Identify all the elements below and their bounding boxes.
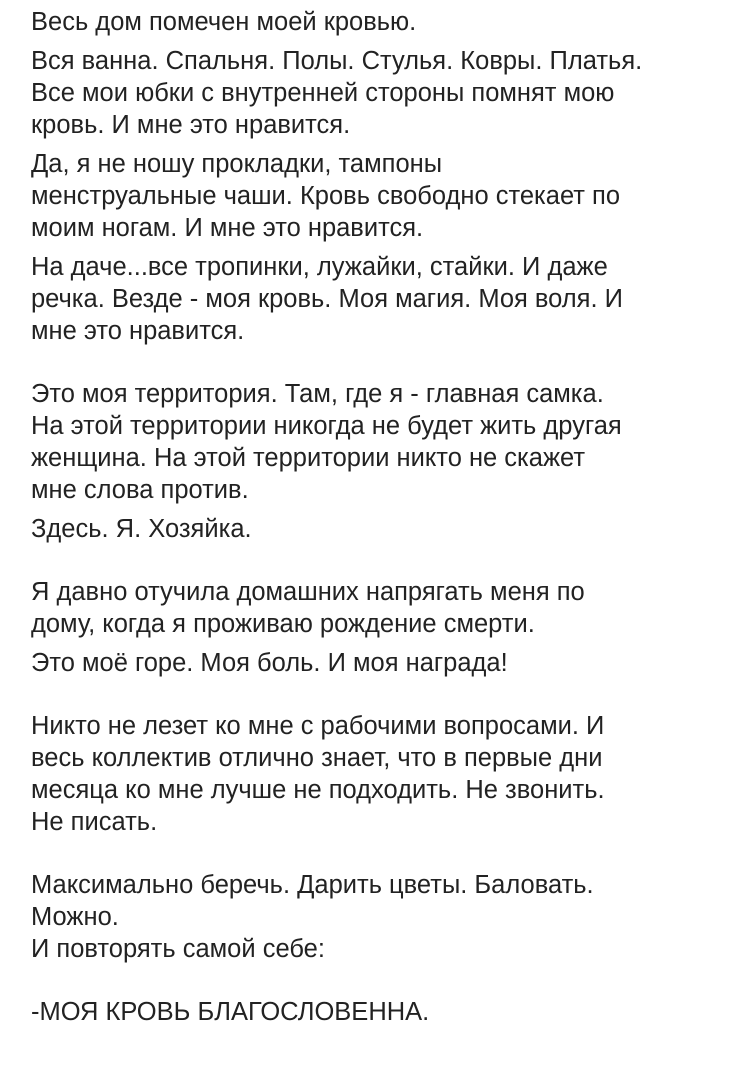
paragraph-gap: [31, 141, 731, 148]
post-paragraph: Вся ванна. Спальня. Полы. Стулья. Ковры. Платья. Все мои юбки с внутренней стороны помнят мою кровь. И мне это нравится.: [31, 47, 643, 139]
post-text-body: [31, 0, 731, 1028]
clipped-text-line: [31, 1074, 731, 1090]
paragraph-gap: [31, 38, 731, 45]
post-paragraph: Весь дом помечен моей кровью.: [31, 8, 417, 36]
paragraph-gap: [31, 838, 731, 869]
paragraph-gap: [31, 679, 731, 710]
post-paragraph: Здесь. Я. Хозяйка.: [31, 515, 252, 543]
post-paragraph: Никто не лезет ко мне с рабочими вопросами. И весь коллектив отлично знает, что в первые дни месяца ко мне лучше не подходить. Не звонить. Не писать.: [31, 712, 605, 836]
paragraph-gap: [31, 244, 731, 251]
post-paragraph: Я давно отучила домашних напрягать меня по дому, когда я проживаю рождение смерти.: [31, 578, 585, 638]
paragraph-gap: [31, 965, 731, 996]
post-paragraph: Это моё горе. Моя боль. И моя награда!: [31, 649, 508, 677]
paragraph-gap: [31, 506, 731, 513]
paragraph-gap: [31, 545, 731, 576]
paragraph-gap: [31, 640, 731, 647]
post-paragraph: -МОЯ КРОВЬ БЛАГОСЛОВЕННА.: [31, 998, 430, 1026]
post-paragraph: На даче...все тропинки, лужайки, стайки. И даже речка. Везде - моя кровь. Моя магия. Моя воля. И мне это нравится.: [31, 253, 623, 345]
post-paragraph: Максимально беречь. Дарить цветы. Баловать. Можно. И повторять самой себе:: [31, 871, 594, 963]
paragraph-gap: [31, 347, 731, 378]
post-paragraph: Да, я не ношу прокладки, тампоны менструальные чаши. Кровь свободно стекает по моим ногам. И мне это нравится.: [31, 150, 621, 242]
post-paragraph: Это моя территория. Там, где я - главная самка. На этой территории никогда не будет жить другая женщина. На этой территории никто не скажет мне слова против.: [31, 380, 622, 504]
